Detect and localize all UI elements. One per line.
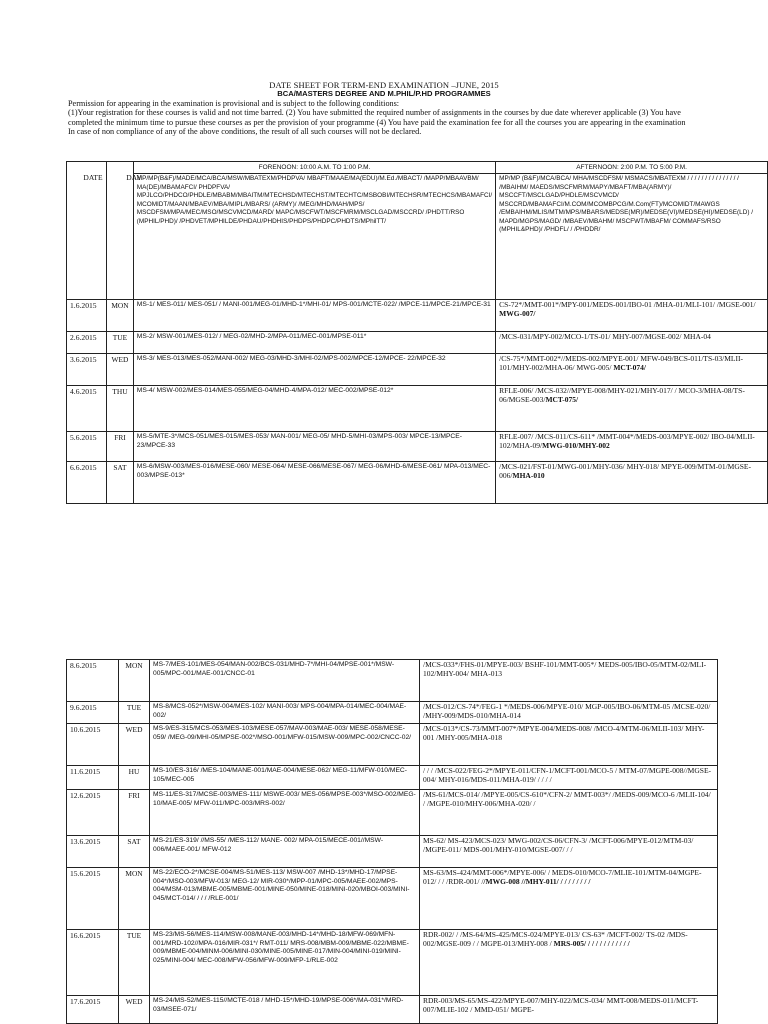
exam-day: TUE [119,930,150,996]
exam-row [67,930,718,996]
forenoon-programmes: MP/MP(B&F)/MADE/MCA/BCA/MSW/MBATEXM/PHDPVA/ MBAFT/MAAE/MA(EDU)/M.Ed./MBACT/ /MAPP/MBAAVBM/ MA(DE)/MBAMAFCI/ PHDPFVA/ MPJLCO/PHDCO/PHDLE/MBABM/MBAITM/MTECHSD/MTECHST/MTECHTC/MSBOBI/MTECHSR/MTECHCS/MBAMAFCI/ MCOMIDT/MAAN/MBAEV/MBA/MIPL/MBARS/ (ARMY)/ /MEG/MHD/MAH/MPS/ MSCDFSM/MPA/MEC/MSO/MSCVMCD/MARD/ MAPC/MSCFWT/MSCFMRM/MSCLGAD/MSCCRD/ /PHDTT/RSO (MPHIL/PHD)/ /PHDVET/MPHILDE/PHDAU/PHDHIS/PHDPS/PHDPC/PHDTS/MPhilTT/ [133,174,495,300]
afternoon-courses [420,930,718,996]
exam-date: 2.6.2015 [67,332,107,354]
exam-row [67,432,768,462]
afternoon-courses-bold: MHA-010 [512,470,545,480]
afternoon-courses-text: / / / /MCS-022/FEG-2*/MPYE-011/CFN-1/MCFT-001/MCO-5 / MTM-07/MGPE-008//MGSE-004/ MHY-016/MDS-011/MHA-019/ / / / / [423,766,712,784]
sheet-title: DATE SHEET FOR TERM-END EXAMINATION –JUNE, 2015 [269,80,499,90]
forenoon-heading: FORENOON: 10:00 A.M. TO 1:00 P.M. [133,162,495,174]
exam-row [67,702,718,724]
exam-date: 16.6.2015 [67,930,119,996]
forenoon-courses: MS-23/MS-56/MES-114/MSW-008/MANE-003/MHD-14*/MHD-18/MFW-069/MFN-001/MRD-102//MPA-016/MIR-031*/ RMT-011/ MRS-008/MBM-009/MBME-022/MBME-009/MBME-004/MINM-006/MINI-030/MINE-005/MINE-017/MIN-004/MINI-019/MINI-025/MINI-004/ MEC-008/MFW-056/MFW-009/MFP-1/RLE-002 [150,930,420,996]
exam-row [67,300,768,332]
exam-day: MON [107,300,134,332]
exam-row [67,766,718,790]
exam-date: 8.6.2015 [67,660,119,702]
exam-row [67,332,768,354]
afternoon-courses-text: /MCS-012/CS-74*/FEG-1 */MEDS-006/MPYE-010/ MGP-005/IBO-06/MTM-05 /MCSE-020/ /MHY-009/MDS-010/MHA-014 [423,702,711,720]
afternoon-courses [496,462,768,504]
afternoon-courses-bold: MCT-075/ [545,394,579,404]
exam-date: 5.6.2015 [67,432,107,462]
exam-row [67,354,768,386]
forenoon-courses: MS-1/ MES-011/ MES-051/ / MANI-001/MEG-01/MHD-1*/MHI-01/ MPS-001/MCTE-022/ /MPCE-11/MPCE-21/MPCE-31 [133,300,495,332]
afternoon-courses [420,660,718,702]
forenoon-courses: MS-7/MES-101/MES-054/MAN-002/BCS-031/MHD-7*/MHI-04/MPSE-001*/MSW-005/MPC-001/MAE-001/CNCC-01 [150,660,420,702]
afternoon-programmes: MP/MP (B&F)/MCA/BCA/ MHA/MSCDFSM/ MSMACS/MBATEXM / / / / / / / / / / / / / / / /MBAIHM/ MAEDS/MSCFMRM/MAPY/MBAFT/MBA(ARMY)/ MSCCFT/MSCLGAD/PHDLE/MSCVMCD/ MSCCRD/MBAMAFCI/M.COM/MCOMBPCG/M.Com(FT)/MCOMIDT/MAWGS /EMBAIHM/MLIS/MTM/MPS/MBARS/MEDSE(MR)/MEDSE(VI)/MEDSE(HI)/MEDSE(LD) / MAPD/MGPS/MAGD/ /MBAEV/MBAHM/ MSCFWT/MBAFM/ COMMAFS/RSO (MPHIL&PHD)/ /PHDFL/ / /PHDDR/ [496,174,768,300]
exam-row [67,790,718,836]
afternoon-courses [496,332,768,354]
exam-day: WED [119,996,150,1024]
exam-day: THU [107,386,134,432]
afternoon-courses [420,724,718,766]
exam-row [67,660,718,702]
exam-date: 12.6.2015 [67,790,119,836]
exam-date: 9.6.2015 [67,702,119,724]
forenoon-courses: MS-5/MTE-3*/MCS-051/MES-015/MES-053/ MAN-001/ MEG-05/ MHD-5/MHI-03/MPS-003/ MPCE-13/MPCE-23/MPCE-33 [133,432,495,462]
exam-day: TUE [119,702,150,724]
exam-day: TUE [107,332,134,354]
afternoon-courses-bold: MCT-074/ [613,362,646,372]
afternoon-courses [420,766,718,790]
forenoon-courses: MS-2/ MSW-001/MES-012/ / MEG-02/MHD-2/MPA-011/MEC-001/MPSE-011* [133,332,495,354]
exam-date: 17.6.2015 [67,996,119,1024]
afternoon-courses-bold: MRS-005/ / / / / / / / / / / / [553,938,630,948]
exam-date: 4.6.2015 [67,386,107,432]
forenoon-courses: MS-9/ES-315/MCS-053/MES-103/MESE-057/MAV-003/MAE-003/ MESE-058/MESE-059/ /MEG-09/MHI-05/MPSE-002*/MSO-001/MFW-015/MSW-009/MPC-002/CNCC-02/ [150,724,420,766]
day-column-heading: DAY [126,173,142,182]
afternoon-heading: AFTERNOON: 2:00 P.M. TO 5:00 P.M. [496,162,768,174]
exam-date: 13.6.2015 [67,836,119,868]
schedule-table-part-2 [66,659,718,1024]
afternoon-courses [496,432,768,462]
exam-row [67,724,718,766]
afternoon-courses [420,868,718,930]
afternoon-courses-text: /MCS-021/FST-01/MWG-001/MHY-036/ MHY-018/ MPYE-009/MTM-01/MGSE-006/ [499,462,751,480]
forenoon-courses: MS-6/MSW-003/MES-016/MESE-060/ MESE-064/ MESE-066/MESE-067/ MEG-06/MHD-6/MESE-061/ MPA-013/MEC-003/MPSE-013* [133,462,495,504]
exam-date: 10.6.2015 [67,724,119,766]
afternoon-courses-text: RDR-002/ / /MS-64/MS-425/MCS-024/MPYE-013/ CS-63* /MCFT-002/ TS-02 /MDS-002/MGSE-009 / / MGPE-013/MHY-008 / [423,930,688,948]
afternoon-courses-text: MS-63/MS-424/MMT-006*/MPYE-006/ / MEDS-010/MCO-7/MLIE-101/MTM-04/MGPE-012/ / / /RDR-001/ / [423,868,702,886]
afternoon-courses [496,386,768,432]
forenoon-courses: MS-3/ MES-013/MES-052/MANI-002/ MEG-03/MHD-3/MHI-02/MPS-002/MPCE-12/MPCE- 22/MPCE-32 [133,354,495,386]
exam-row [67,996,718,1024]
exam-date: 1.6.2015 [67,300,107,332]
exam-day: HU [119,766,150,790]
afternoon-courses-text: RDR-003/MS-65/MS-422/MPYE-007/MHY-022/MCS-034/ MMT-008/MEDS-011/MCFT-007/MLIE-102 / MMD-051/ MGPE- [423,996,699,1014]
afternoon-courses-text: /MCS-013*/CS-73/MMT-007*/MPYE-004/MEDS-008/ /MCO-4/MTM-06/MLII-103/ MHY-001 /MHY-005/MHA-018 [423,724,705,742]
afternoon-courses-text: /MCS-031/MPY-002/MCO-1/TS-01/ MHY-007/MGSE-002/ MHA-04 [499,332,711,341]
conditions-text [68,99,708,137]
intro-line-2: (1)Your registration for these courses is valid and not time barred. (2) You have submitted the required number of assignments in the courses by due date wherever applicable (3) You have completed the minimum time to pursue these courses as per the provision of your programme (4) You have paid the examination fee for all the courses you are appearing in the examination [68,108,686,127]
exam-day: WED [107,354,134,386]
schedule-table-part-1 [66,161,768,504]
forenoon-courses: MS-22/ECO-2*/MCSE-004/MS-51/MES-113/ MSW-007 /MHD-13*/MHD-17/MPSE-004*/MSO-003/MFW-013/ MEG-12/ MIR-030*/MPP-01/MPC-005/MAEE-002/MPS-004/MSM-013/MBME-005/MBME-001/MINE-050/MINE-018/MINI-020/MBOI-003/MINI-045/MCT-014/ / / / /RLE-001/ [150,868,420,930]
afternoon-courses [496,354,768,386]
forenoon-courses: MS-4/ MSW-002/MES-014/MES-055/MEG-04/MHD-4/MPA-012/ MEC-002/MPSE-012* [133,386,495,432]
afternoon-courses [420,996,718,1024]
exam-date: 11.6.2015 [67,766,119,790]
forenoon-courses: MS-10/ES-316/ /MES-104/MANE-001/MAE-004/MESE-062/ MEG-11/MFW-010/MEC-105/MEC-005 [150,766,420,790]
exam-day: MON [119,868,150,930]
exam-row [67,462,768,504]
afternoon-courses-bold: MWG-007/ [499,308,536,318]
exam-row [67,868,718,930]
forenoon-courses: MS-11/ES-317/MCSE-003/MES-111/ MSWE-003/ MES-056/MPSE-003*/MSO-002/MEG-10/MAE-005/ MFW-011/MPC-003/MRS-002/ [150,790,420,836]
sheet-subtitle: BCA/MASTERS DEGREE AND M.PHIL/P.HD PROGRAMMES [277,89,491,98]
afternoon-courses-bold: MWG-010/MHY-002 [542,440,610,450]
afternoon-courses-text: RFLE-007/ /MCS-011/CS-611* /MMT-004*/MEDS-003/MPYE-002/ IBO-04/MLII-102/MHA-09/ [499,432,755,450]
exam-date: 3.6.2015 [67,354,107,386]
forenoon-courses: MS-24/MS-52/MES-115//MCTE-018 / MHD-15*/MHD-19/MPSE-006*/MA-031*/MRD-03/MSEE-071/ [150,996,420,1024]
afternoon-courses [420,790,718,836]
afternoon-courses [496,300,768,332]
afternoon-courses [420,836,718,868]
exam-day: WED [119,724,150,766]
intro-line-1: Permission for appearing in the examination is provisional and is subject to the following conditions: [68,99,400,108]
exam-day: FRI [107,432,134,462]
afternoon-courses-bold: /MWG-008 //MHY-011/ / / / / / / / / [483,876,591,886]
intro-line-3: In case of non compliance of any of the above conditions, the result of all such courses will not be declared. [68,127,422,137]
forenoon-courses: MS-8/MCS-052*/MSW-004/MES-102/ MANI-003/ MPS-004/MPA-014/MEC-004/MAE-002/ [150,702,420,724]
date-column-heading: DATE [83,173,103,182]
afternoon-courses [420,702,718,724]
afternoon-courses-text: MS-62/ MS-423/MCS-023/ MWG-002/CS-06/CFN-3/ /MCFT-006/MPYE-012/MTM-03/ /MGPE-011/ MDS-001/MHY-010/MGSE-007/ / / [423,836,694,854]
afternoon-courses-text: /MCS-033*/FHS-01/MPYE-003/ BSHF-101/MMT-005*/ MEDS-005/IBO-05/MTM-02/MLI-102/MHY-004/ MHA-013 [423,660,707,678]
exam-row [67,386,768,432]
exam-day: SAT [119,836,150,868]
afternoon-courses-text: /MS-61/MCS-014/ /MPYE-005/CS-610*/CFN-2/ MMT-003*/ /MEDS-009/MCO-6 /MLII-104/ / /MGPE-010/MHY-006/MHA-020/ / [423,790,711,808]
exam-date: 6.6.2015 [67,462,107,504]
exam-row [67,836,718,868]
afternoon-courses-text: RFLE-006/ /MCS-032//MPYE-008/MHY-021/MHY-017/ / MCO-3/MHA-08/TS-06/MGSE-003/ [499,386,745,404]
exam-date: 15.6.2015 [67,868,119,930]
exam-day: FRI [119,790,150,836]
exam-day: MON [119,660,150,702]
forenoon-courses: MS-21/ES-319/ //MS-55/ /MES-112/ MANE- 002/ MPA-015/MECE-001//MSW-006/MAEE-001/ MFW-012 [150,836,420,868]
afternoon-courses-text: /CS-75*/MMT-002*//MEDS-002/MPYE-001/ MFW-049/BCS-011/TS-03/MLII-101/MHY-002/MHA-06/ MWG-005/ [499,354,744,372]
exam-day: SAT [107,462,134,504]
afternoon-courses-text: CS-72*/MMT-001*/MPY-001/MEDS-001/IBO-01 /MHA-01/MLI-101/ /MGSE-001/ [499,300,756,309]
